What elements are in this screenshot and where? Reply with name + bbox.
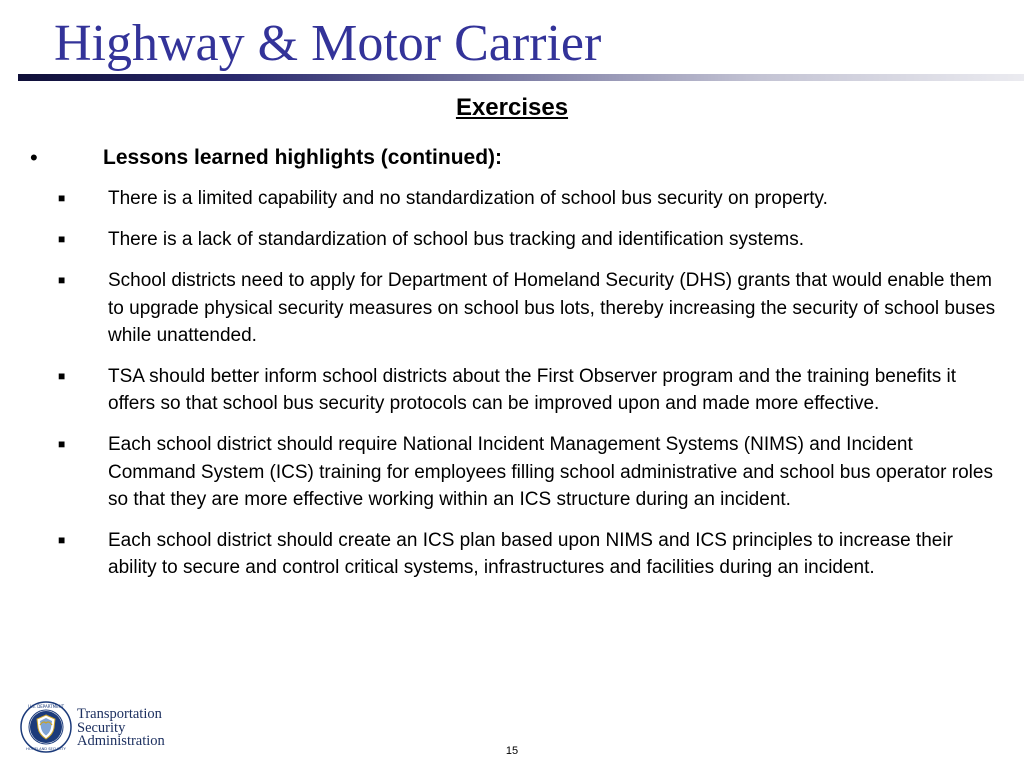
logo-line: Administration (77, 733, 165, 749)
list-item (0, 267, 1024, 349)
list-item (0, 527, 1024, 581)
list-item-text: TSA should better inform school districts about the First Observer program and the training benefits it offers so that school bus security protocols can be improved upon and made more effective. (108, 366, 957, 415)
list-item (0, 226, 1024, 253)
square-bullet-icon: ■ (58, 533, 66, 548)
square-bullet-icon: ■ (58, 273, 66, 288)
dhs-seal-icon (20, 701, 72, 753)
svg-text:HOMELAND SECURITY: HOMELAND SECURITY (26, 747, 66, 751)
list-item-text: School districts need to apply for Department of Homeland Security (DHS) grants that would enable them to upgrade physical security measures on school bus lots, thereby increasing the security of school buses while unattended. (108, 270, 996, 346)
list-item-text: Each school district should create an ICS plan based upon NIMS and ICS principles to increase their ability to secure and control critical systems, infrastructures and facilities during an incident. (108, 530, 953, 579)
lead-bullet-row (0, 142, 1024, 174)
square-bullet-icon: ■ (58, 232, 66, 247)
list-item (0, 185, 1024, 212)
tsa-logo (20, 701, 190, 757)
list-item-text: Each school district should require National Incident Management Systems (NIMS) and Incident Command System (ICS) training for employees filling school administrative and school bus operator roles so that they are more effective working within an ICS structure during an incident. (108, 434, 993, 510)
square-bullet-icon: ■ (58, 369, 66, 384)
list-item-text: There is a limited capability and no standardization of school bus security on property. (108, 188, 828, 209)
page-number: 15 (505, 745, 519, 757)
svg-text:U.S. DEPARTMENT: U.S. DEPARTMENT (27, 704, 65, 709)
square-bullet-icon: ■ (58, 191, 66, 205)
list-item-text: There is a lack of standardization of school bus tracking and identification systems. (108, 229, 804, 251)
logo-line: Transportation (77, 706, 162, 722)
square-bullet-icon: ■ (58, 437, 66, 452)
logo-wordmark (77, 708, 192, 749)
list-item (0, 363, 1024, 417)
section-heading: Exercises (455, 94, 569, 121)
logo-line: Security (77, 719, 126, 736)
lead-text: Lessons learned highlights (continued): (103, 146, 503, 169)
list-item (0, 431, 1024, 513)
bullet-marker: • (30, 145, 38, 170)
slide-title: Highway & Motor Carrier (54, 15, 602, 72)
title-divider (18, 74, 1024, 81)
lessons-list (0, 185, 1024, 595)
